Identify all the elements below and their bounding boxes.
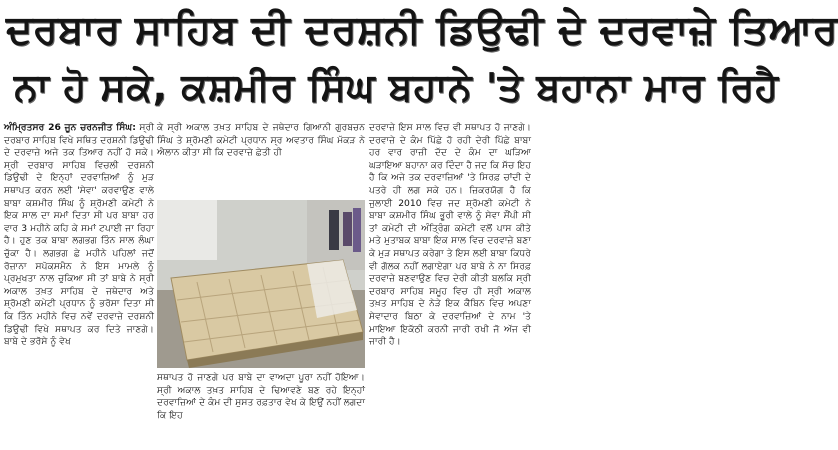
news-photo: [157, 200, 365, 368]
article-text-col1: ਸ੍ਰੀ ਦਰਬਾਰ ਸਾਹਿਬ ਵਿਖੇ ਸਥਿਤ ਦਰਸ਼ਨੀ ਡਿਉਢੀ ਦੇ ਦਰਵਾਜ਼ੇ ਅਜੇ ਤਕ ਤਿਆਰ ਨਹੀਂ ਹੋ ਸਕੇ। ਸ੍ਰੀ ਦਰਬਾਰ ਸਾਹਿਬ ਵਿਚਲੀ ਦਰਸ਼ਨੀ ਡਿਉਢੀ ਦੇ ਇਨ੍ਹਾਂ ਦਰਵਾਜ਼ਿਆਂ ਨੂੰ ਮੁੜ ਸਥਾਪਤ ਕਰਨ ਲਈ 'ਸੇਵਾ' ਕਰਵਾਉਣ ਵਾਲੇ ਬਾਬਾ ਕਸ਼ਮੀਰ ਸਿੰਘ ਨੂੰ ਸ਼੍ਰੋਮਣੀ ਕਮੇਟੀ ਨੇ ਇਕ ਸਾਲ ਦਾ ਸਮਾਂ ਦਿਤਾ ਸੀ ਪਰ ਬਾਬਾ ਹਰ ਵਾਰ 3 ਮਹੀਨੇ ਕਹਿ ਕੇ ਸਮਾਂ ਟਪਾਈ ਜਾ ਰਿਹਾ ਹੈ। ਹੁਣ ਤਕ ਬਾਬਾ ਲਗਭਗ ਤਿੰਨ ਸਾਲ ਲੰਘਾ ਚੁੱਕਾ ਹੈ। ਲਗਭਗ ਛੇ ਮਹੀਨੇ ਪਹਿਲਾਂ ਜਦੋਂ ਰੋਜ਼ਾਨਾ ਸਪੋਕਸਮੈਨ ਨੇ ਇਸ ਮਾਮਲੇ ਨੂੰ ਪ੍ਰਮੁਖਤਾ ਨਾਲ ਚੁਕਿਆ ਸੀ ਤਾਂ ਬਾਬੇ ਨੇ ਸ੍ਰੀ ਅਕਾਲ ਤਖ਼ਤ ਸਾਹਿਬ ਦੇ ਜਥੇਦਾਰ ਅਤੇ ਸ਼੍ਰੋਮਣੀ ਕਮੇਟੀ ਪ੍ਰਧਾਨ ਨੂੰ ਭਰੋਸਾ ਦਿਤਾ ਸੀ ਕਿ ਤਿੰਨ ਮਹੀਨੇ ਵਿਚ ਨਵੇਂ ਦਰਵਾਜ਼ੇ ਦਰਸ਼ਨੀ ਡਿਉਢੀ ਵਿਖੇ ਸਥਾਪਤ ਕਰ ਦਿਤੇ ਜਾਣਗੇ। ਬਾਬੇ ਦੇ ਭਰੋਸੇ ਨੂੰ ਵੇਖ: [4, 122, 155, 348]
article-column-1: [4, 122, 154, 448]
dateline: ਅੰਮ੍ਰਿਤਸਰ 26 ਜੂਨ ਚਰਨਜੀਤ ਸਿੰਘ:: [4, 122, 136, 133]
headline-line-1: ਦਰਬਾਰ ਸਾਹਿਬ ਦੀ ਦਰਸ਼ਨੀ ਡਿਉਢੀ ਦੇ ਦਰਵਾਜ਼ੇ ਤਿਆਰ: [6, 7, 838, 53]
article-column-4: ਦਰਵਾਜ਼ੇ ਇਸ ਸਾਲ ਵਿਚ ਵੀ ਸਥਾਪਤ ਹੋ ਜਾਣਗੇ। ਦਰਵਾਜ਼ੇ ਦੇ ਕੰਮ ਪਿੱਛੇ ਹੋ ਰਹੀ ਦੇਰੀ ਪਿੱਛੇ ਬਾਬਾ ਹਰ ਵਾਰ ਰਾਜ਼ੀ ਦੱਦ ਦੇ ਕੰਮ ਦਾ ਘੜਿਆ ਘੜਾਇਆ ਬਹਾਨਾ ਕਰ ਦਿੰਦਾ ਹੈ ਜਦ ਕਿ ਸੱਚ ਇਹ ਹੈ ਕਿ ਅਜੇ ਤਕ ਦਰਵਾਜ਼ਿਆਂ 'ਤੇ ਸਿਰਫ਼ ਚਾਂਦੀ ਦੇ ਪਤਰੇ ਹੀ ਲਗ ਸਕੇ ਹਨ। ਜ਼ਿਕਰਯੋਗ ਹੈ ਕਿ ਜੁਲਾਈ 2010 ਵਿਚ ਜਦ ਸ਼੍ਰੋਮਣੀ ਕਮੇਟੀ ਨੇ ਬਾਬਾ ਕਸ਼ਮੀਰ ਸਿੰਘ ਭੂਰੀ ਵਾਲੇ ਨੂੰ ਸੇਵਾ ਸੌਂਪੀ ਸੀ ਤਾਂ ਕਮੇਟੀ ਦੀ ਅੰਤ੍ਰਿੰਗ ਕਮੇਟੀ ਵਲੋਂ ਪਾਸ ਕੀਤੇ ਮਤੇ ਮੁਤਾਬਕ ਬਾਬਾ ਇਕ ਸਾਲ ਵਿਚ ਦਰਵਾਜ਼ੇ ਬਣਾ ਕੇ ਮੁੜ ਸਥਾਪਤ ਕਰੇਗਾ ਤੇ ਇਸ ਲਈ ਬਾਬਾ ਕਿਧਰੇ ਵੀ ਗੋਲਕ ਨਹੀਂ ਲਗਾਏਗਾ ਪਰ ਬਾਬੇ ਨੇ ਨਾ ਸਿਰਫ਼ ਦਰਵਾਜ਼ੇ ਬਣਵਾਉਣ ਵਿਚ ਦੇਰੀ ਕੀਤੀ ਬਲਕਿ ਸ੍ਰੀ ਦਰਬਾਰ ਸਾਹਿਬ ਸਮੂਹ ਵਿਚ ਹੀ ਸ੍ਰੀ ਅਕਾਲ ਤਖ਼ਤ ਸਾਹਿਬ ਦੇ ਨੇੜੇ ਇਕ ਕੈਬਿਨ ਵਿਚ ਅਪਣਾ ਸੇਵਾਦਾਰ ਬਿਠਾ ਕੇ ਦਰਵਾਜ਼ਿਆਂ ਦੇ ਨਾਮ 'ਤੇ ਮਾਇਆ ਇਕੱਠੀ ਕਰਨੀ ਜਾਰੀ ਰਖੀ ਜੋ ਅੱਜ ਵੀ ਜਾਰੀ ਹੈ।: [369, 122, 531, 348]
article-column-2: ਕੇ ਸ੍ਰੀ ਅਕਾਲ ਤਖ਼ਤ ਸਾਹਿਬ ਦੇ ਜਥੇਦਾਰ ਗਿਆਨੀ ਗੁਰਬਚਨ ਸਿੰਘ ਤੇ ਸ਼੍ਰੋਮਣੀ ਕਮੇਟੀ ਪ੍ਰਧਾਨ ਸ੍ਰ ਅਵਤਾਰ ਸਿੰਘ ਮੱਕੜ ਨੇ ਐਲਾਨ ਕੀਤਾ ਸੀ ਕਿ ਦਰਵਾਜ਼ੇ ਛੇਤੀ ਹੀ: [157, 122, 365, 159]
article-column-3: ਸਥਾਪਤ ਹੋ ਜਾਣਗੇ ਪਰ ਬਾਬੇ ਦਾ ਵਾਅਦਾ ਪੂਰਾ ਨਹੀਂ ਹੋਇਆ। ਸ੍ਰੀ ਅਕਾਲ ਤਖ਼ਤ ਸਾਹਿਬ ਦੇ ਢਿਆਵਣੇ ਬਣ ਰਹੇ ਇਨ੍ਹਾਂ ਦਰਵਾਜ਼ਿਆਂ ਦੇ ਕੰਮ ਦੀ ਸੁਸਤ ਰਫ਼ਤਾਰ ਵੇਖ ਕੇ ਇਉਂ ਨਹੀਂ ਲਗਦਾ ਕਿ ਇਹ: [157, 372, 365, 421]
headline-line-2: ਨਾ ਹੋ ਸਕੇ, ਕਸ਼ਮੀਰ ਸਿੰਘ ਬਹਾਨੇ 'ਤੇ ਬਹਾਨਾ ਮਾਰ ਰਿਹੈ: [14, 65, 779, 109]
